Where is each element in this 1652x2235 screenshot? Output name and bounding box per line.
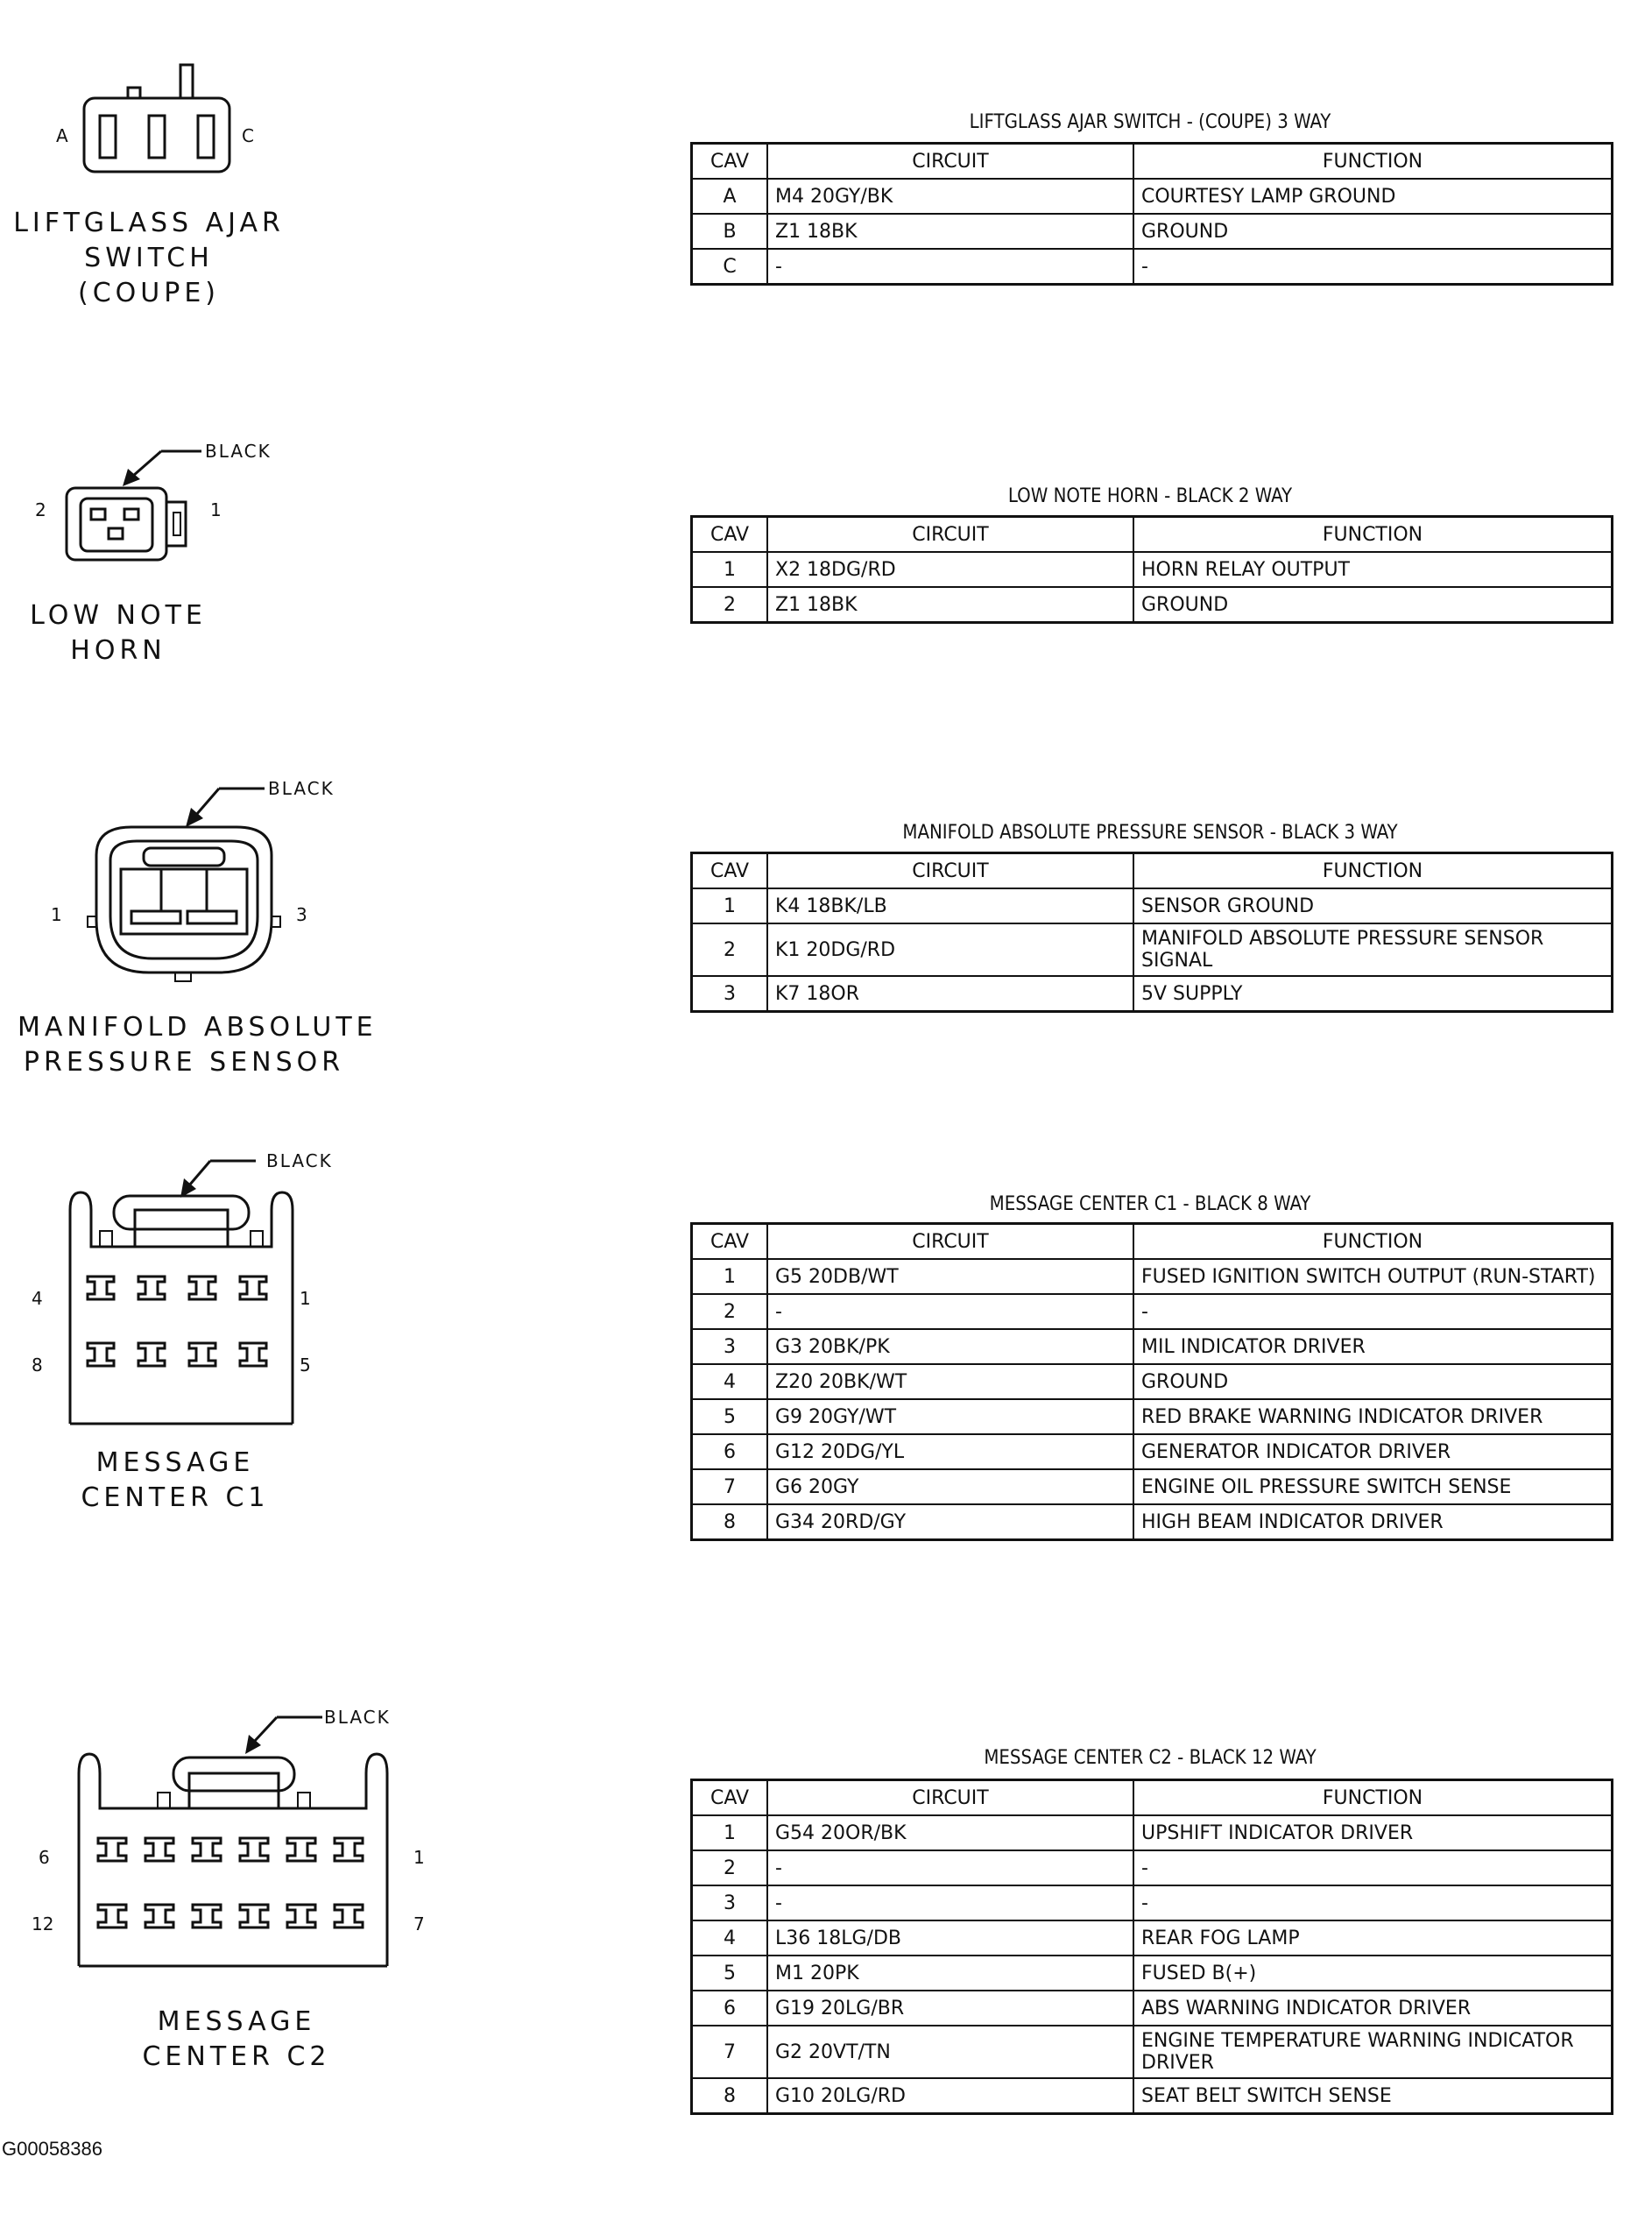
function-cell: ENGINE TEMPERATURE WARNING INDICATOR DRIVER	[1133, 2026, 1613, 2078]
cav-cell: 8	[692, 1504, 768, 1540]
mc2-connector-name: MESSAGE CENTER C2	[142, 2006, 331, 2072]
map-connector-drawing	[70, 771, 298, 990]
horn-pin-2: 2	[35, 499, 46, 520]
table-row	[692, 249, 1613, 285]
table-row	[692, 2078, 1613, 2114]
table-row	[692, 1469, 1613, 1504]
function-cell: MANIFOLD ABSOLUTE PRESSURE SENSOR SIGNAL	[1133, 923, 1613, 976]
function-cell: GROUND	[1133, 214, 1613, 249]
table-row	[692, 1399, 1613, 1434]
mc2-pin-1: 1	[413, 1847, 425, 1868]
map-pin-table	[690, 852, 1613, 1013]
mc2-pin-12: 12	[32, 1913, 54, 1934]
mc2-pin-6: 6	[39, 1847, 50, 1868]
function-cell: GROUND	[1133, 587, 1613, 623]
cav-cell: 2	[692, 587, 768, 623]
function-cell: GENERATOR INDICATOR DRIVER	[1133, 1434, 1613, 1469]
mc1-color-label: BLACK	[266, 1150, 333, 1171]
header-cav: CAV	[692, 144, 768, 180]
table-header-row	[692, 517, 1613, 553]
function-cell: -	[1133, 249, 1613, 285]
function-cell: -	[1133, 1885, 1613, 1920]
header-function: FUNCTION	[1133, 1780, 1613, 1816]
function-cell: 5V SUPPLY	[1133, 976, 1613, 1012]
cav-cell: 2	[692, 1850, 768, 1885]
header-cav: CAV	[692, 853, 768, 889]
table-row	[692, 1364, 1613, 1399]
circuit-cell: G3 20BK/PK	[767, 1329, 1133, 1364]
circuit-cell: G54 20OR/BK	[767, 1815, 1133, 1850]
header-function: FUNCTION	[1133, 517, 1613, 553]
cav-cell: 2	[692, 923, 768, 976]
function-cell: -	[1133, 1294, 1613, 1329]
function-cell: COURTESY LAMP GROUND	[1133, 179, 1613, 214]
mc1-table-title: MESSAGE CENTER C1 - BLACK 8 WAY	[989, 1193, 1311, 1215]
circuit-cell: G34 20RD/GY	[767, 1504, 1133, 1540]
function-cell: REAR FOG LAMP	[1133, 1920, 1613, 1956]
header-function: FUNCTION	[1133, 853, 1613, 889]
liftglass-pin-c: C	[242, 125, 254, 146]
horn-color-label: BLACK	[205, 441, 272, 462]
cav-cell: 4	[692, 1364, 768, 1399]
horn-table-title: LOW NOTE HORN - BLACK 2 WAY	[1007, 485, 1293, 507]
map-pin-3: 3	[296, 904, 307, 925]
cav-cell: 4	[692, 1920, 768, 1956]
header-cav: CAV	[692, 1224, 768, 1260]
circuit-cell: G2 20VT/TN	[767, 2026, 1133, 2078]
mc1-pin-table	[690, 1222, 1613, 1541]
cav-cell: 1	[692, 1815, 768, 1850]
cav-cell: 7	[692, 2026, 768, 2078]
circuit-cell: M1 20PK	[767, 1956, 1133, 1991]
function-cell: MIL INDICATOR DRIVER	[1133, 1329, 1613, 1364]
table-row	[692, 1329, 1613, 1364]
table-row	[692, 1504, 1613, 1540]
mc1-connector-drawing	[61, 1143, 315, 1432]
mc1-pin-8: 8	[32, 1354, 43, 1376]
table-header-row	[692, 1780, 1613, 1816]
mc2-connector-drawing	[70, 1700, 403, 1980]
table-row	[692, 214, 1613, 249]
function-cell: FUSED B(+)	[1133, 1956, 1613, 1991]
function-cell: SENSOR GROUND	[1133, 888, 1613, 923]
table-row	[692, 1259, 1613, 1294]
header-cav: CAV	[692, 1780, 768, 1816]
liftglass-table-title: LIFTGLASS AJAR SWITCH - (COUPE) 3 WAY	[969, 111, 1331, 133]
table-row	[692, 2026, 1613, 2078]
cav-cell: 1	[692, 1259, 768, 1294]
circuit-cell: G5 20DB/WT	[767, 1259, 1133, 1294]
table-row	[692, 1294, 1613, 1329]
liftglass-pin-a: A	[56, 125, 68, 146]
mc2-table-title: MESSAGE CENTER C2 - BLACK 12 WAY	[984, 1747, 1317, 1769]
table-header-row	[692, 144, 1613, 180]
table-row	[692, 1815, 1613, 1850]
liftglass-connector-drawing	[70, 53, 263, 184]
map-color-label: BLACK	[268, 778, 335, 799]
circuit-cell: Z20 20BK/WT	[767, 1364, 1133, 1399]
header-circuit: CIRCUIT	[767, 517, 1133, 553]
circuit-cell: -	[767, 1850, 1133, 1885]
horn-pin-table	[690, 515, 1613, 624]
mc1-connector-name: MESSAGE CENTER C1	[81, 1447, 270, 1513]
table-row	[692, 976, 1613, 1012]
circuit-cell: Z1 18BK	[767, 587, 1133, 623]
header-circuit: CIRCUIT	[767, 1780, 1133, 1816]
circuit-cell: G12 20DG/YL	[767, 1434, 1133, 1469]
circuit-cell: -	[767, 1885, 1133, 1920]
cav-cell: A	[692, 179, 768, 214]
table-row	[692, 923, 1613, 976]
mc2-pin-table	[690, 1779, 1613, 2115]
circuit-cell: G6 20GY	[767, 1469, 1133, 1504]
horn-connector-name: LOW NOTE HORN	[30, 600, 207, 666]
liftglass-pin-table	[690, 142, 1613, 286]
function-cell: -	[1133, 1850, 1613, 1885]
table-row	[692, 1920, 1613, 1956]
header-circuit: CIRCUIT	[767, 853, 1133, 889]
cav-cell: 3	[692, 1885, 768, 1920]
cav-cell: 7	[692, 1469, 768, 1504]
function-cell: SEAT BELT SWITCH SENSE	[1133, 2078, 1613, 2114]
circuit-cell: K4 18BK/LB	[767, 888, 1133, 923]
function-cell: HIGH BEAM INDICATOR DRIVER	[1133, 1504, 1613, 1540]
map-pin-1: 1	[51, 904, 62, 925]
table-row	[692, 1885, 1613, 1920]
header-circuit: CIRCUIT	[767, 144, 1133, 180]
table-row	[692, 1991, 1613, 2026]
liftglass-connector-name: LIFTGLASS AJAR SWITCH (COUPE)	[13, 208, 285, 308]
cav-cell: C	[692, 249, 768, 285]
mc1-pin-5: 5	[300, 1354, 311, 1376]
circuit-cell: X2 18DG/RD	[767, 552, 1133, 587]
table-row	[692, 1850, 1613, 1885]
cav-cell: 5	[692, 1956, 768, 1991]
circuit-cell: G19 20LG/BR	[767, 1991, 1133, 2026]
cav-cell: 6	[692, 1434, 768, 1469]
function-cell: ABS WARNING INDICATOR DRIVER	[1133, 1991, 1613, 2026]
table-header-row	[692, 853, 1613, 889]
circuit-cell: M4 20GY/BK	[767, 179, 1133, 214]
mc2-pin-7: 7	[413, 1913, 425, 1934]
function-cell: UPSHIFT INDICATOR DRIVER	[1133, 1815, 1613, 1850]
circuit-cell: -	[767, 1294, 1133, 1329]
table-row	[692, 552, 1613, 587]
cav-cell: 3	[692, 1329, 768, 1364]
circuit-cell: K7 18OR	[767, 976, 1133, 1012]
circuit-cell: G10 20LG/RD	[767, 2078, 1133, 2114]
header-function: FUNCTION	[1133, 144, 1613, 180]
header-circuit: CIRCUIT	[767, 1224, 1133, 1260]
cav-cell: B	[692, 214, 768, 249]
cav-cell: 8	[692, 2078, 768, 2114]
table-row	[692, 888, 1613, 923]
mc1-pin-1: 1	[300, 1288, 311, 1309]
function-cell: ENGINE OIL PRESSURE SWITCH SENSE	[1133, 1469, 1613, 1504]
table-row	[692, 1434, 1613, 1469]
cav-cell: 1	[692, 888, 768, 923]
header-cav: CAV	[692, 517, 768, 553]
figure-id: G00058386	[2, 2138, 102, 2160]
horn-pin-1: 1	[210, 499, 222, 520]
table-header-row	[692, 1224, 1613, 1260]
table-row	[692, 587, 1613, 623]
horn-connector-drawing	[53, 434, 228, 583]
function-cell: GROUND	[1133, 1364, 1613, 1399]
function-cell: RED BRAKE WARNING INDICATOR DRIVER	[1133, 1399, 1613, 1434]
mc2-color-label: BLACK	[324, 1707, 391, 1728]
circuit-cell: L36 18LG/DB	[767, 1920, 1133, 1956]
cav-cell: 6	[692, 1991, 768, 2026]
header-function: FUNCTION	[1133, 1224, 1613, 1260]
map-table-title: MANIFOLD ABSOLUTE PRESSURE SENSOR - BLACK 3 WAY	[902, 822, 1398, 844]
cav-cell: 2	[692, 1294, 768, 1329]
table-row	[692, 1956, 1613, 1991]
cav-cell: 3	[692, 976, 768, 1012]
cav-cell: 5	[692, 1399, 768, 1434]
map-connector-name: MANIFOLD ABSOLUTE PRESSURE SENSOR	[18, 1012, 378, 1078]
circuit-cell: K1 20DG/RD	[767, 923, 1133, 976]
circuit-cell: Z1 18BK	[767, 214, 1133, 249]
circuit-cell: G9 20GY/WT	[767, 1399, 1133, 1434]
table-row	[692, 179, 1613, 214]
function-cell: FUSED IGNITION SWITCH OUTPUT (RUN-START)	[1133, 1259, 1613, 1294]
mc1-pin-4: 4	[32, 1288, 43, 1309]
cav-cell: 1	[692, 552, 768, 587]
function-cell: HORN RELAY OUTPUT	[1133, 552, 1613, 587]
circuit-cell: -	[767, 249, 1133, 285]
